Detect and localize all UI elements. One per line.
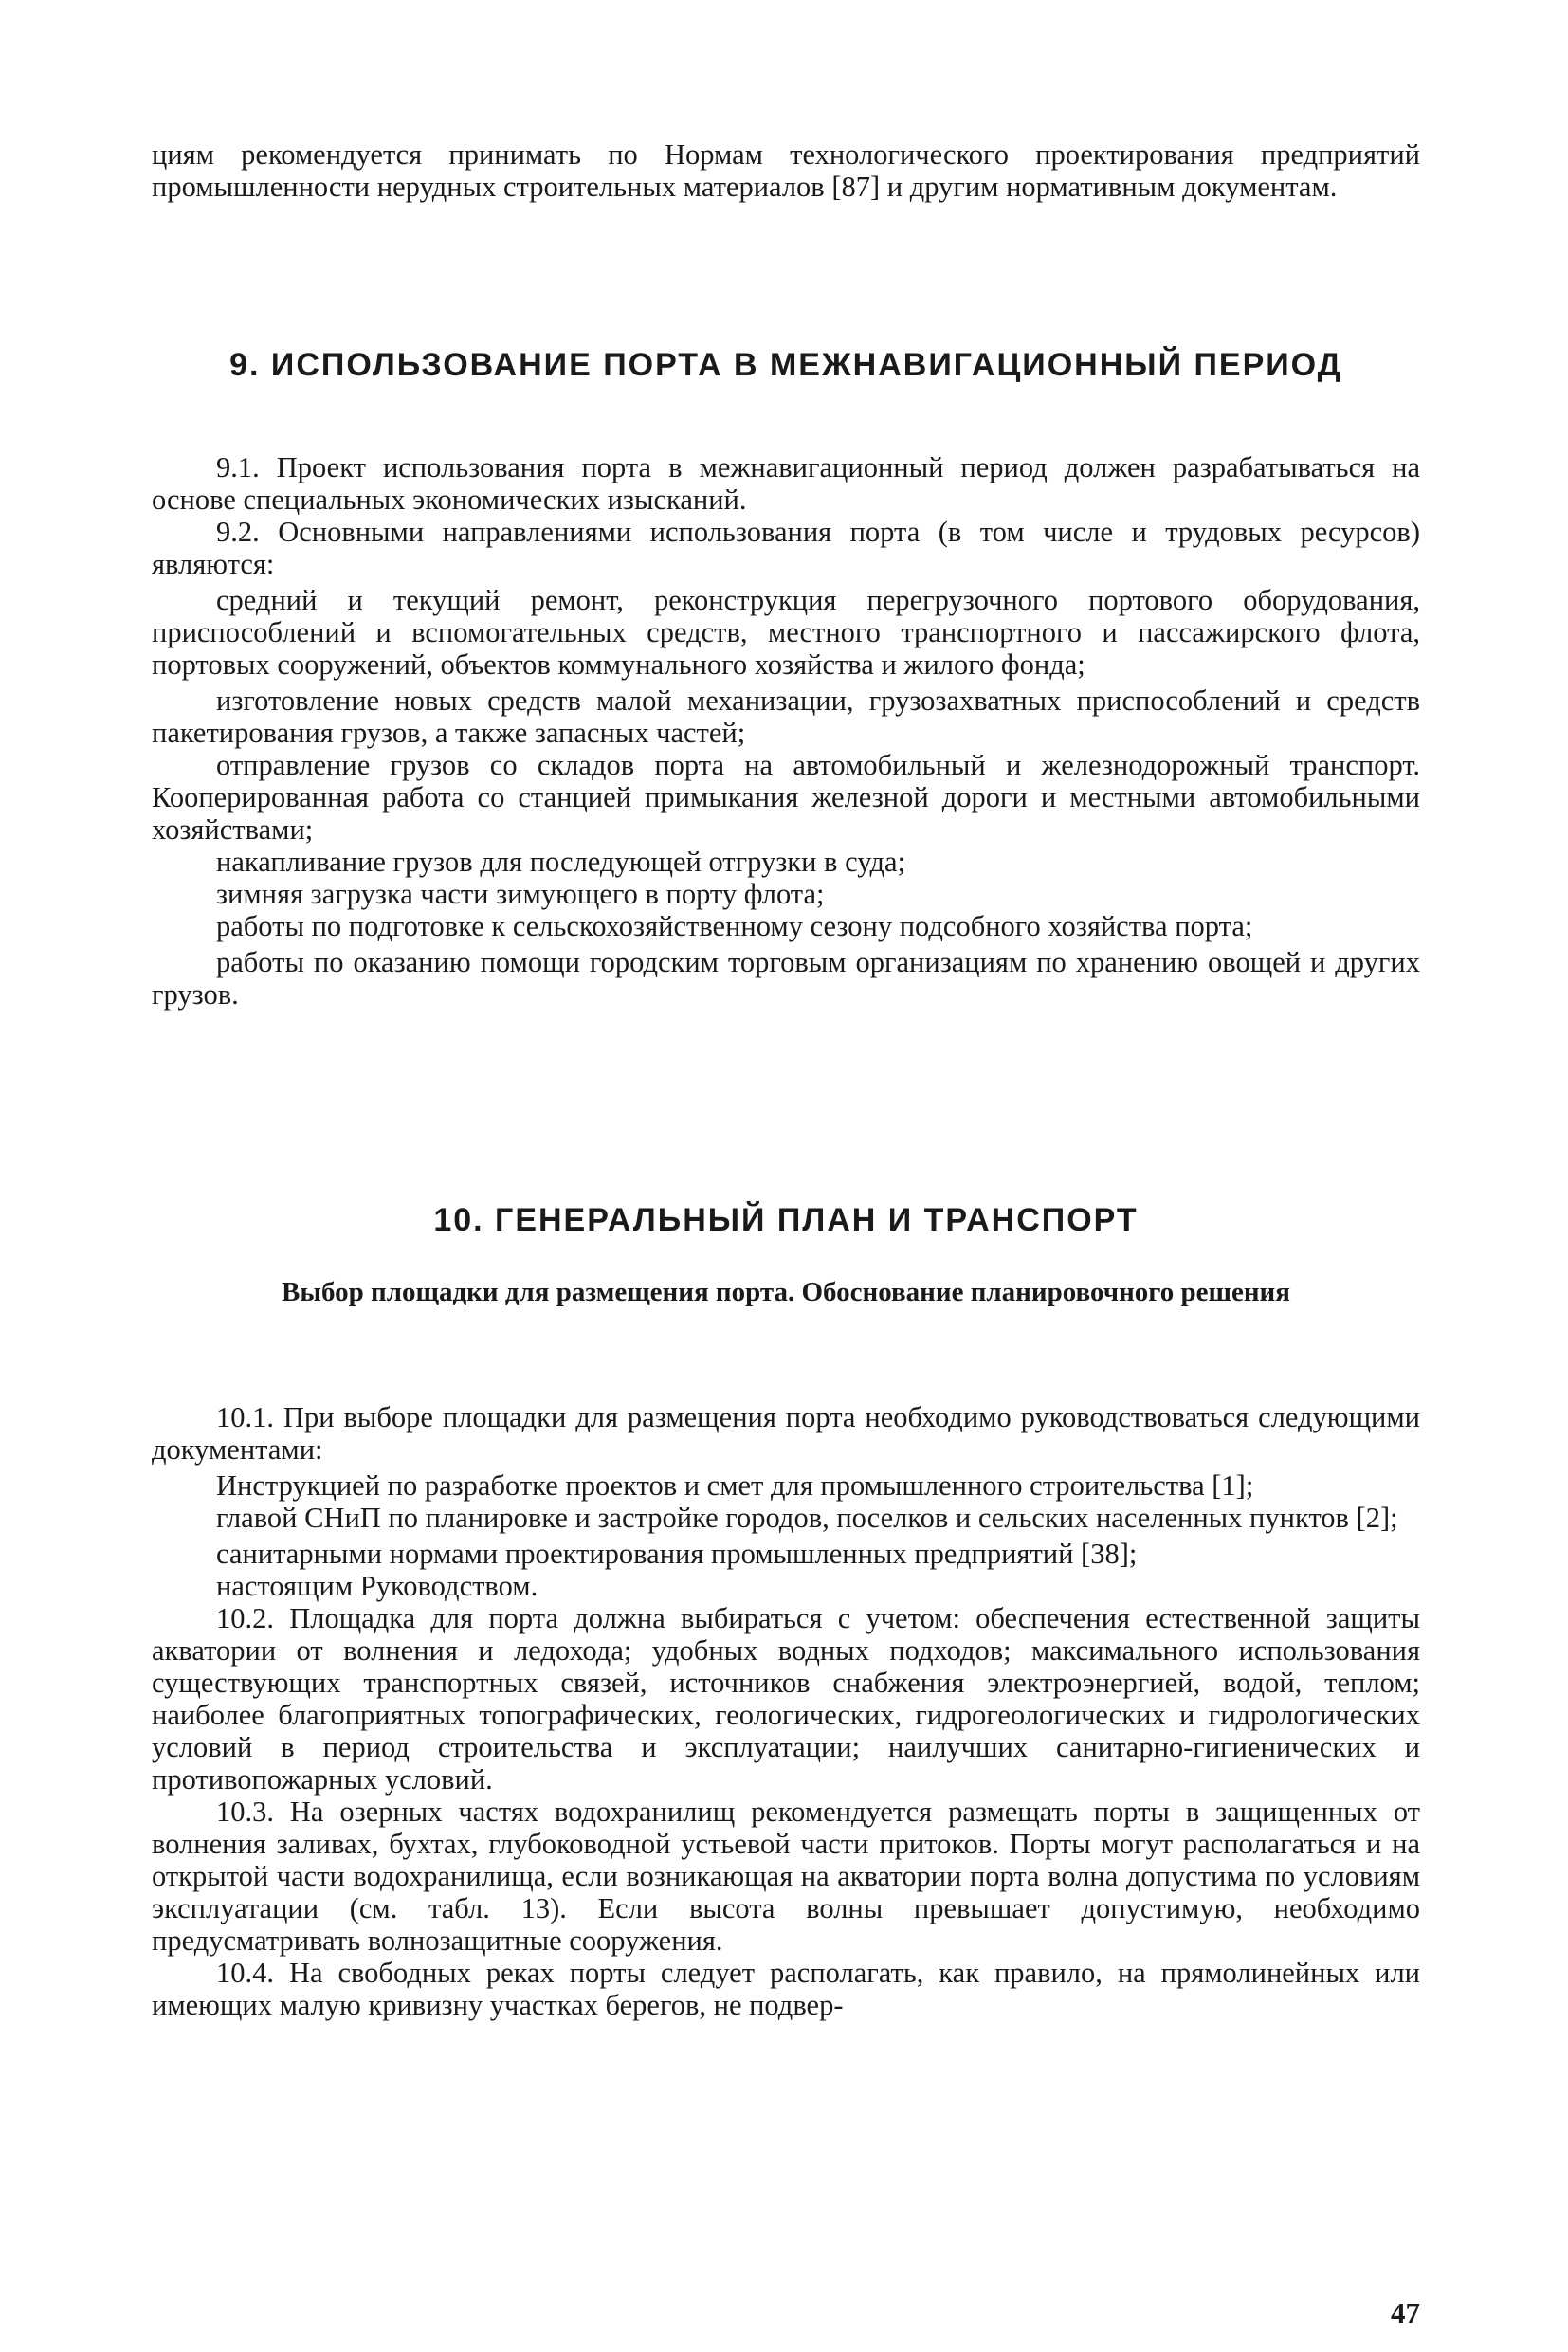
section-10-heading: 10. ГЕНЕРАЛЬНЫЙ ПЛАН И ТРАНСПОРТ <box>433 1202 1139 1238</box>
section-10-body <box>152 1401 1420 2021</box>
list-item: работы по подготовке к сельскохозяйственному сезону подсобного хозяйства порта; <box>216 910 1253 942</box>
paragraph-10-1: 10.1. При выборе площадки для размещения порта необходимо руководствоваться следующими документами: <box>152 1401 1420 1466</box>
continuation-block <box>152 138 1420 203</box>
list-item: главой СНиП по планировке и застройке городов, поселков и сельских населенных пунктов [2]; <box>216 1502 1398 1534</box>
section-9-body <box>152 451 1420 1011</box>
paragraph-9-2: 9.2. Основными направлениями использования порта (в том числе и трудовых ресурсов) являются: <box>152 516 1420 580</box>
list-item: изготовление новых средств малой механизации, грузозахватных приспособлений и средств пакетирования грузов, а также запасных частей; <box>152 684 1420 749</box>
page-number: 47 <box>1391 2296 1420 2329</box>
paragraph-10-4: 10.4. На свободных реках порты следует располагать, как правило, на прямолинейных или имеющих малую кривизну участках берегов, не подвер- <box>152 1957 1420 2021</box>
list-item: зимняя загрузка части зимующего в порту флота; <box>216 878 825 910</box>
paragraph-10-2: 10.2. Площадка для порта должна выбираться с учетом: обеспечения естественной защиты акватории от волнения и ледохода; удобных водных подходов; максимального использования существующих транспортных связей, источников снабжения электроэнергией, водой, теплом; наиболее благоприятных топографических, геологических, гидрогеологических и гидрологических условий в период строительства и эксплуатации; наилучших санитарно-гигиенических и противопожарных условий. <box>152 1602 1420 1796</box>
paragraph-9-1: 9.1. Проект использования порта в межнавигационный период должен разрабатываться на основе специальных экономических изысканий. <box>152 451 1420 516</box>
list-item: работы по оказанию помощи городским торговым организациям по хранению овощей и других грузов. <box>152 946 1420 1011</box>
section-9-heading: 9. ИСПОЛЬЗОВАНИЕ ПОРТА В МЕЖНАВИГАЦИОННЫЙ ПЕРИОД <box>229 347 1342 383</box>
list-item: настоящим Руководством. <box>216 1570 538 1602</box>
section-10-subheading: Выбор площадки для размещения порта. Обоснование планировочного решения <box>282 1277 1290 1307</box>
paragraph-10-3: 10.3. На озерных частях водохранилищ рекомендуется размещать порты в защищенных от волнения заливах, бухтах, глубоководной устьевой части притоков. Порты могут располагаться и на открытой части водохранилища, если возникающая на акватории порта волна допустима по условиям эксплуатации (см. табл. 13). Если высота волны превышает допустимую, необходимо предусматривать волнозащитные сооружения. <box>152 1796 1420 1957</box>
list-item: средний и текущий ремонт, реконструкция перегрузочного портового оборудования, приспособлений и вспомогательных средств, местного транспортного и пассажирского флота, портовых сооружений, объектов коммунального хозяйства и жилого фонда; <box>152 584 1420 681</box>
list-item: санитарными нормами проектирования промышленных предприятий [38]; <box>216 1538 1138 1570</box>
list-item: Инструкцией по разработке проектов и смет для промышленного строительства [1]; <box>216 1469 1254 1502</box>
list-item: отправление грузов со складов порта на автомобильный и железнодорожный транспорт. Кооперированная работа со станцией примыкания железной дороги и местными автомобильными хозяйствами; <box>152 749 1420 846</box>
continuation-paragraph: циям рекомендуется принимать по Нормам технологического проектирования предприятий промышленности нерудных строительных материалов [87] и другим нормативным документам. <box>152 138 1420 203</box>
list-item: накапливание грузов для последующей отгрузки в суда; <box>216 846 906 878</box>
